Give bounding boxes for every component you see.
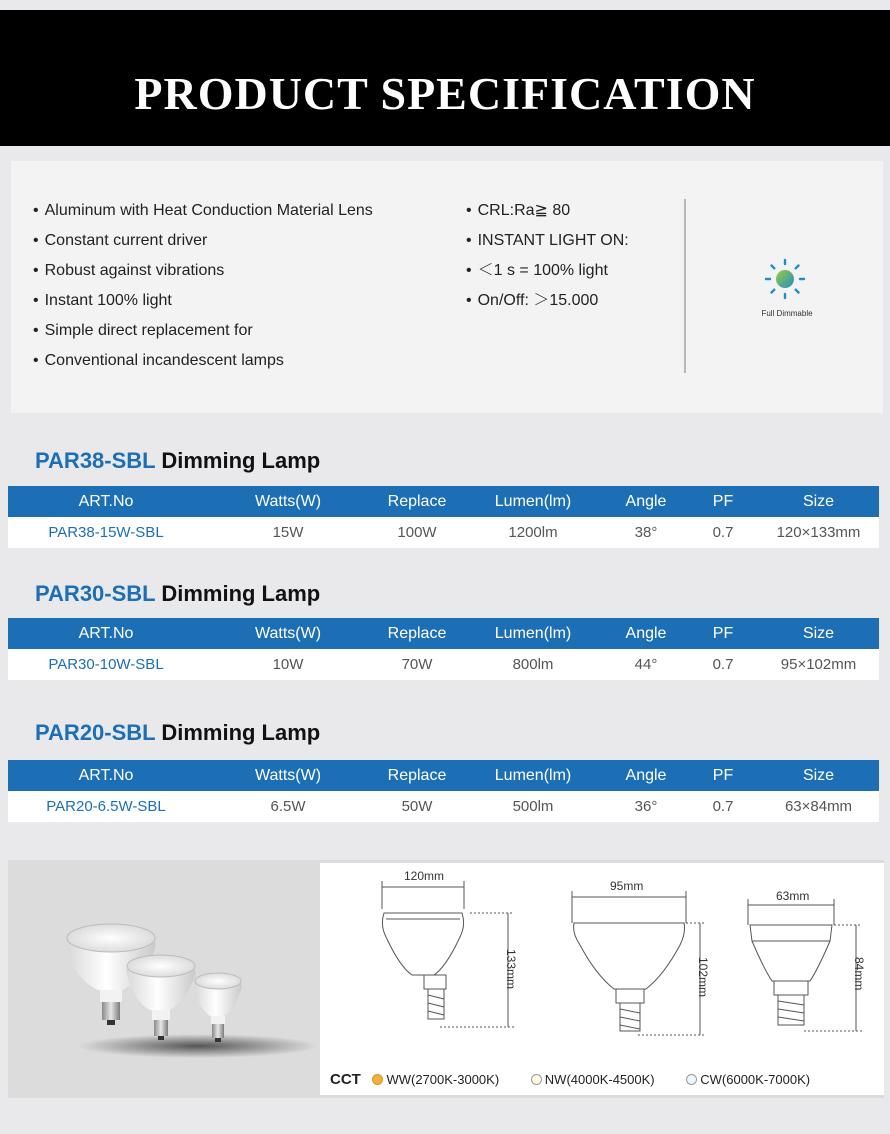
- cell-watts: 6.5W: [204, 791, 372, 822]
- par20-width-label: 63mm: [776, 889, 810, 903]
- model-suffix: Dimming Lamp: [155, 448, 321, 473]
- feature-item: • Aluminum with Heat Conduction Material Lens: [33, 201, 373, 231]
- table-row: [8, 791, 879, 822]
- table-row: [8, 649, 879, 680]
- cell-size: 120×133mm: [758, 517, 879, 548]
- cct-legend: [330, 1071, 810, 1088]
- col-header-art: ART.No: [8, 618, 204, 649]
- cct-option-cw: [686, 1072, 810, 1087]
- table-header-row: [8, 618, 879, 649]
- model-name: PAR38-SBL: [35, 448, 156, 473]
- cell-angle: 36°: [604, 791, 688, 822]
- cell-size: 95×102mm: [758, 649, 879, 680]
- par20-height-label: 84mm: [852, 957, 866, 991]
- cell-replace: 100W: [372, 517, 462, 548]
- cell-lumen: 800lm: [462, 649, 604, 680]
- section-title-par38: [35, 447, 320, 475]
- col-header-lumen: Lumen(lm): [462, 618, 604, 649]
- section-title-par20: [35, 719, 320, 747]
- col-header-pf: PF: [688, 486, 758, 517]
- col-header-lumen: Lumen(lm): [462, 486, 604, 517]
- vertical-divider: [684, 199, 686, 373]
- cell-lumen: 1200lm: [462, 517, 604, 548]
- dimmable-bulb-icon: [763, 257, 807, 301]
- page-title: PRODUCT SPECIFICATION: [134, 68, 756, 119]
- cell-art: PAR30-10W-SBL: [8, 649, 204, 680]
- col-header-size: Size: [758, 486, 879, 517]
- col-header-watts: Watts(W): [204, 760, 372, 791]
- col-header-replace: Replace: [372, 618, 462, 649]
- section-title-par30: [35, 580, 320, 608]
- cct-option-ww: [372, 1072, 499, 1087]
- col-header-watts: Watts(W): [204, 486, 372, 517]
- cell-lumen: 500lm: [462, 791, 604, 822]
- table-header-row: [8, 486, 879, 517]
- cell-angle: 38°: [604, 517, 688, 548]
- feature-item: • Instant 100% light: [33, 291, 373, 321]
- features-list-right: [466, 201, 629, 321]
- col-header-replace: Replace: [372, 760, 462, 791]
- cell-size: 63×84mm: [758, 791, 879, 822]
- feature-item: • On/Off: ＞15.000: [466, 291, 629, 321]
- table-row: [8, 517, 879, 548]
- cell-replace: 70W: [372, 649, 462, 680]
- col-header-angle: Angle: [604, 760, 688, 791]
- col-header-art: ART.No: [8, 760, 204, 791]
- bottom-panel: [8, 860, 884, 1098]
- cell-art: PAR20-6.5W-SBL: [8, 791, 204, 822]
- features-panel: [11, 161, 883, 413]
- cct-label: CCT: [330, 1071, 361, 1088]
- par38-height-label: 133mm: [504, 949, 518, 990]
- cell-angle: 44°: [604, 649, 688, 680]
- col-header-pf: PF: [688, 760, 758, 791]
- col-header-pf: PF: [688, 618, 758, 649]
- par30-height-label: 102mm: [696, 957, 710, 998]
- model-name: PAR30-SBL: [35, 581, 156, 606]
- spec-table-par20: [8, 760, 879, 822]
- model-suffix: Dimming Lamp: [155, 581, 321, 606]
- col-header-angle: Angle: [604, 618, 688, 649]
- cct-option-nw: [531, 1072, 655, 1087]
- col-header-watts: Watts(W): [204, 618, 372, 649]
- col-header-angle: Angle: [604, 486, 688, 517]
- par30-width-label: 95mm: [610, 879, 644, 893]
- col-header-size: Size: [758, 618, 879, 649]
- feature-item: • Constant current driver: [33, 231, 373, 261]
- par38-width-label: 120mm: [404, 869, 445, 883]
- feature-item: • Conventional incandescent lamps: [33, 351, 373, 381]
- cell-watts: 15W: [204, 517, 372, 548]
- feature-item: • INSTANT LIGHT ON:: [466, 231, 629, 261]
- features-list-left: [33, 201, 373, 381]
- col-header-size: Size: [758, 760, 879, 791]
- neutral-white-dot-icon: [531, 1074, 542, 1085]
- cell-pf: 0.7: [688, 517, 758, 548]
- feature-item: • Robust against vibrations: [33, 261, 373, 291]
- col-header-replace: Replace: [372, 486, 462, 517]
- table-header-row: [8, 760, 879, 791]
- warm-white-dot-icon: [372, 1074, 383, 1085]
- model-suffix: Dimming Lamp: [155, 720, 321, 745]
- header-banner: [0, 10, 890, 146]
- cct-option-text: NW(4000K-4500K): [544, 1072, 655, 1087]
- dimmable-label: Full Dimmable: [761, 309, 813, 318]
- cct-option-text: CW(6000K-7000K): [700, 1072, 811, 1087]
- feature-item: • Simple direct replacement for: [33, 321, 373, 351]
- cool-white-dot-icon: [686, 1074, 697, 1085]
- cell-replace: 50W: [372, 791, 462, 822]
- cell-pf: 0.7: [688, 649, 758, 680]
- col-header-lumen: Lumen(lm): [462, 760, 604, 791]
- feature-item: • ＜1 s = 100% light: [466, 261, 629, 291]
- cell-watts: 10W: [204, 649, 372, 680]
- cell-art: PAR38-15W-SBL: [8, 517, 204, 548]
- technical-drawings: [320, 863, 884, 1095]
- lamp-product-photo: [8, 860, 320, 1098]
- cell-pf: 0.7: [688, 791, 758, 822]
- spec-table-par30: [8, 618, 879, 680]
- feature-item: • CRL:Ra≧ 80: [466, 201, 629, 231]
- spec-table-par38: [8, 486, 879, 548]
- model-name: PAR20-SBL: [35, 720, 156, 745]
- col-header-art: ART.No: [8, 486, 204, 517]
- cct-option-text: WW(2700K-3000K): [386, 1072, 500, 1087]
